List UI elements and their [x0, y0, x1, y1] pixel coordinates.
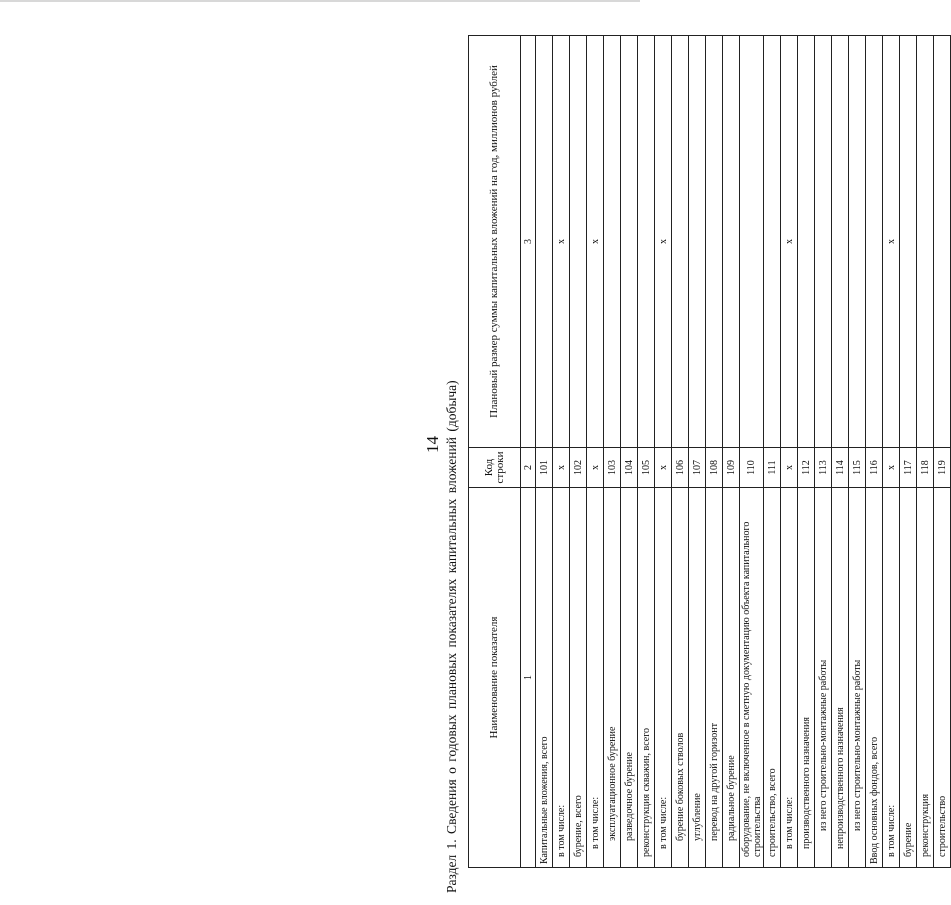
- row-code: 117: [900, 448, 917, 488]
- row-value: [621, 36, 638, 448]
- row-code: 116: [866, 448, 883, 488]
- row-value: x: [781, 36, 798, 448]
- row-name: разведочное бурение: [621, 488, 638, 868]
- capital-investment-table: [468, 35, 951, 868]
- row-value: x: [883, 36, 900, 448]
- row-code: 108: [706, 448, 723, 488]
- row-value: x: [553, 36, 570, 448]
- row-name: из него строительно-монтажные работы: [815, 488, 832, 868]
- row-value: [815, 36, 832, 448]
- row-name: реконструкция: [917, 488, 934, 868]
- row-name: строительство, всего: [764, 488, 781, 868]
- table-row: [781, 36, 798, 868]
- table-row: [900, 36, 917, 868]
- row-code: 101: [536, 448, 553, 488]
- column-number: 3: [521, 36, 536, 448]
- row-name: из него строительно-монтажные работы: [849, 488, 866, 868]
- table-row: [934, 36, 951, 868]
- row-value: [723, 36, 740, 448]
- row-value: x: [655, 36, 672, 448]
- row-value: [536, 36, 553, 448]
- row-code: 115: [849, 448, 866, 488]
- table-row: [849, 36, 866, 868]
- row-code: 106: [672, 448, 689, 488]
- table-row: [689, 36, 706, 868]
- table-row: [706, 36, 723, 868]
- row-value: [900, 36, 917, 448]
- row-code: x: [883, 448, 900, 488]
- page-number: 14: [423, 436, 442, 453]
- row-value: [764, 36, 781, 448]
- row-name: радиальное бурение: [723, 488, 740, 868]
- row-value: [934, 36, 951, 448]
- row-value: [866, 36, 883, 448]
- row-name: эксплуатационное бурение: [604, 488, 621, 868]
- header-code: Код строки: [469, 448, 521, 488]
- table-row: [621, 36, 638, 868]
- row-value: [798, 36, 815, 448]
- table-row: [917, 36, 934, 868]
- table-row: [672, 36, 689, 868]
- table-row: [604, 36, 621, 868]
- row-value: [570, 36, 587, 448]
- row-code: x: [655, 448, 672, 488]
- row-code: 109: [723, 448, 740, 488]
- row-name: бурение боковых стволов: [672, 488, 689, 868]
- row-code: 105: [638, 448, 655, 488]
- table-row: [764, 36, 781, 868]
- row-name: в том числе:: [883, 488, 900, 868]
- row-value: [740, 36, 764, 448]
- row-code: 103: [604, 448, 621, 488]
- header-name: Наименование показателя: [469, 488, 521, 868]
- row-name: бурение: [900, 488, 917, 868]
- row-name: в том числе:: [781, 488, 798, 868]
- table-row: [832, 36, 849, 868]
- row-value: [706, 36, 723, 448]
- row-name: оборудование, не включенное в сметную документацию объекта капитального строительства: [740, 488, 764, 868]
- row-name: непроизводственного назначения: [832, 488, 849, 868]
- row-code: x: [587, 448, 604, 488]
- table-row: [638, 36, 655, 868]
- table-row: [553, 36, 570, 868]
- row-value: [832, 36, 849, 448]
- row-name: Ввод основных фондов, всего: [866, 488, 883, 868]
- row-name: Капитальные вложения, всего: [536, 488, 553, 868]
- row-code: 107: [689, 448, 706, 488]
- row-code: 119: [934, 448, 951, 488]
- row-value: [849, 36, 866, 448]
- row-value: x: [587, 36, 604, 448]
- table-row: [655, 36, 672, 868]
- table-row: [815, 36, 832, 868]
- column-number: 2: [521, 448, 536, 488]
- row-code: x: [781, 448, 798, 488]
- table-row: [723, 36, 740, 868]
- row-code: 114: [832, 448, 849, 488]
- row-value: [689, 36, 706, 448]
- table-row: [536, 36, 553, 868]
- row-name: в том числе:: [553, 488, 570, 868]
- header-plan: Плановый размер суммы капитальных вложений на год, миллионов рублей: [469, 36, 521, 448]
- row-code: x: [553, 448, 570, 488]
- table-row: [570, 36, 587, 868]
- row-name: бурение, всего: [570, 488, 587, 868]
- table-row: [740, 36, 764, 868]
- row-code: 104: [621, 448, 638, 488]
- table-row: [883, 36, 900, 868]
- column-number: 1: [521, 488, 536, 868]
- table-row: [866, 36, 883, 868]
- table-row: [798, 36, 815, 868]
- row-value: [604, 36, 621, 448]
- section-title: Раздел 1. Сведения о годовых плановых показателях капитальных вложений (добыча): [444, 380, 459, 893]
- row-code: 102: [570, 448, 587, 488]
- row-code: 110: [740, 448, 764, 488]
- row-name: перевод на другой горизонт: [706, 488, 723, 868]
- row-name: производственного назначения: [798, 488, 815, 868]
- row-value: [917, 36, 934, 448]
- row-value: [672, 36, 689, 448]
- row-name: углубление: [689, 488, 706, 868]
- row-code: 111: [764, 448, 781, 488]
- row-name: реконструкция скважин, всего: [638, 488, 655, 868]
- row-code: 118: [917, 448, 934, 488]
- row-name: в том числе:: [655, 488, 672, 868]
- row-value: [638, 36, 655, 448]
- row-name: в том числе:: [587, 488, 604, 868]
- row-name: строительство: [934, 488, 951, 868]
- row-code: 113: [815, 448, 832, 488]
- row-code: 112: [798, 448, 815, 488]
- table-row: [587, 36, 604, 868]
